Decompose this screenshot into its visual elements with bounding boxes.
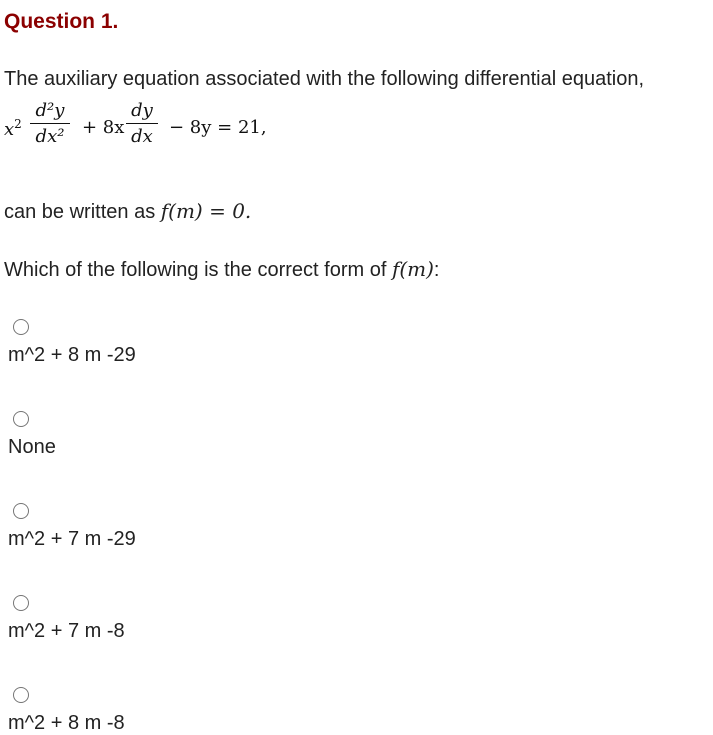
option-2-radio[interactable]	[13, 411, 29, 427]
prompt-prefix: Which of the following is the correct form of	[4, 259, 392, 281]
option-2-label[interactable]: None	[8, 436, 56, 458]
written-as-prefix: can be written as	[4, 201, 161, 223]
prompt-suffix: :	[433, 259, 440, 281]
eq-x-term: $x^2$	[4, 117, 22, 140]
question-title: Question 1.	[4, 10, 119, 33]
question-prompt	[4, 257, 439, 282]
option-1-radio[interactable]	[13, 319, 29, 335]
option-5-label[interactable]: m^2 + 8 m -8	[8, 712, 125, 734]
option-3-label[interactable]: m^2 + 7 m -29	[8, 528, 136, 550]
eq-rest: − 8y = 21,	[169, 117, 267, 138]
prompt-math: f(m)	[391, 257, 434, 281]
eq-fraction-dy-dx: dy dx	[126, 100, 158, 147]
option-4-label[interactable]: m^2 + 7 m -8	[8, 620, 125, 642]
eq-plus-8x: + 8x	[82, 117, 125, 138]
eq-fraction-d2y-dx2: d²y dx²	[30, 100, 70, 147]
written-as-math: f(m) = 0.	[160, 199, 252, 223]
question-intro: The auxiliary equation associated with the following differential equation,	[4, 68, 645, 90]
written-as-line	[4, 199, 251, 224]
option-1-label[interactable]: m^2 + 8 m -29	[8, 344, 136, 366]
option-5-radio[interactable]	[13, 687, 29, 703]
option-3-radio[interactable]	[13, 503, 29, 519]
option-4-radio[interactable]	[13, 595, 29, 611]
